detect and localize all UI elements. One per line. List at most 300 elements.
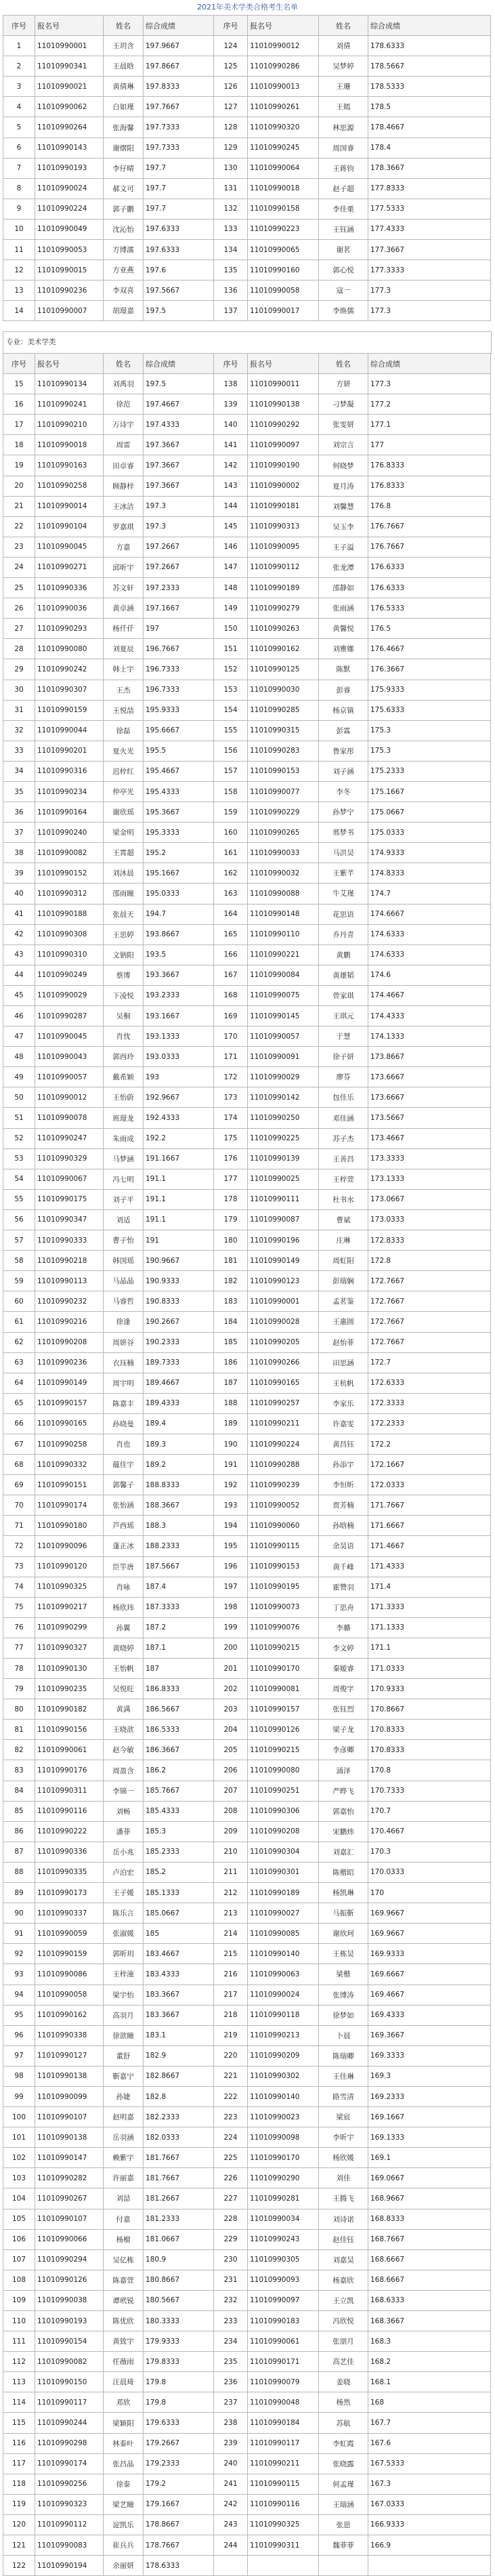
table-cell: 101	[3, 2127, 35, 2148]
table-cell: 11010990165	[35, 1413, 104, 1434]
table-cell: 14	[3, 301, 35, 321]
table-cell: 周盈含	[104, 1760, 144, 1781]
table-cell: 172.2	[368, 1434, 491, 1454]
table-cell: 鲁家彤	[319, 741, 368, 761]
table-cell: 汪晨琦	[104, 2372, 144, 2392]
table-cell: 王佳琳	[319, 2066, 368, 2086]
table-row	[3, 2086, 491, 2106]
table-cell: 11010990163	[35, 455, 104, 476]
table-cell: 137	[214, 301, 248, 321]
table-cell: 127	[214, 97, 248, 117]
table-cell: 11010990283	[248, 741, 319, 761]
table-cell: 120	[3, 2514, 35, 2535]
table-cell: 180.9	[144, 2249, 214, 2270]
table-cell: 11010990148	[248, 904, 319, 924]
table-cell: 11010990138	[35, 2127, 104, 2148]
table-cell: 193.1667	[144, 1006, 214, 1026]
table-cell: 186.5333	[144, 1720, 214, 1740]
table-cell: 172.7667	[368, 1271, 491, 1291]
table-cell: 11010990127	[35, 2045, 104, 2066]
header-cell: 报名号	[35, 16, 104, 36]
table-cell: 徐子妍	[319, 1047, 368, 1067]
table-cell: 167.3	[368, 2474, 491, 2494]
header-cell: 报名号	[248, 16, 319, 36]
table-cell: 李仔晴	[104, 158, 144, 178]
table-cell: 178.6333	[368, 36, 491, 56]
table-cell: 班璟龙	[104, 1108, 144, 1128]
table-cell: 陈乐言	[104, 1903, 144, 1924]
table-cell: 169.6667	[368, 1964, 491, 1985]
table-cell: 80	[3, 1699, 35, 1720]
table-cell: 11010990162	[248, 639, 319, 659]
table-cell: 191.1	[144, 1169, 214, 1189]
table-cell: 186.3667	[144, 1740, 214, 1760]
table-cell: 邢梦书	[319, 823, 368, 843]
table-cell: 171.0333	[368, 1659, 491, 1679]
table-cell: 69	[3, 1475, 35, 1495]
table-cell: 92	[3, 1944, 35, 1964]
table-cell: 邱昕宇	[104, 557, 144, 577]
table-cell: 170.3	[368, 1842, 491, 1862]
table-row	[3, 1638, 491, 1658]
table-cell: 174.7	[368, 884, 491, 904]
table-cell: 王珊	[319, 77, 368, 97]
table-cell: 171.6667	[368, 1516, 491, 1536]
table-cell: 11010990265	[248, 823, 319, 843]
table-cell: 11010990154	[35, 2331, 104, 2352]
table-cell: 149	[214, 598, 248, 619]
table-cell: 181.7667	[144, 2168, 214, 2188]
table-cell: 171	[214, 1047, 248, 1067]
table-cell: 222	[214, 2086, 248, 2106]
table-cell: 95	[3, 2005, 35, 2025]
table-cell: 121	[3, 2535, 35, 2556]
table-cell: 迟梓红	[104, 761, 144, 781]
table-cell: 155	[214, 720, 248, 741]
table-cell: 188.8333	[144, 1475, 214, 1495]
table-cell: 杨仟仟	[104, 619, 144, 639]
table-cell: 188	[214, 1393, 248, 1413]
table-cell: 11010990018	[35, 435, 104, 455]
table-cell: 11010990044	[35, 720, 104, 741]
table-row	[3, 1393, 491, 1413]
table-cell: 79	[3, 1679, 35, 1699]
table-row	[3, 138, 491, 158]
table-cell: 11010990061	[248, 2331, 319, 2352]
table-cell: 171.1333	[368, 1617, 491, 1638]
table-cell: 彭睿	[319, 680, 368, 700]
table-cell: 王子溢	[319, 537, 368, 557]
table-cell: 136	[214, 281, 248, 301]
table-cell: 周俊字	[319, 1679, 368, 1699]
table-cell: 98	[3, 2066, 35, 2086]
table-cell: 24	[3, 557, 35, 577]
table-cell: 周虹阳	[319, 1251, 368, 1271]
table-cell: 孙婕	[104, 2086, 144, 2106]
table-row	[3, 965, 491, 985]
table-row	[3, 1924, 491, 1944]
table-row	[3, 415, 491, 435]
table-cell: 172.8333	[368, 1230, 491, 1251]
table-cell: 169.9667	[368, 1903, 491, 1924]
table-cell: 王嫣	[319, 97, 368, 117]
table-cell: 43	[3, 944, 35, 965]
table-cell: 189.2	[144, 1455, 214, 1475]
table-row	[3, 1883, 491, 1903]
table-cell: 179.2333	[144, 2453, 214, 2474]
table-row	[3, 1781, 491, 1801]
table-row	[3, 884, 491, 904]
table-cell: 张朋月	[319, 2331, 368, 2352]
table-cell: 191.1	[144, 1189, 214, 1209]
table-cell: 191.1667	[144, 1148, 214, 1169]
table-cell: 169.4667	[368, 1985, 491, 2005]
table-cell: 4	[3, 97, 35, 117]
table-cell: 228	[214, 2209, 248, 2229]
table-cell: 168.8333	[368, 2209, 491, 2229]
table-cell: 张钰烈	[319, 1699, 368, 1720]
table-cell: 11010990223	[248, 219, 319, 239]
table-cell: 20	[3, 476, 35, 496]
table-cell: 11010990043	[35, 1047, 104, 1067]
table-row	[3, 2556, 491, 2576]
table-cell: 11010990116	[35, 1801, 104, 1821]
table-cell: 仲亭光	[104, 781, 144, 802]
table-cell: 李锦一	[104, 1781, 144, 1801]
table-cell: 240	[214, 2453, 248, 2474]
table-cell: 243	[214, 2514, 248, 2535]
table-cell: 198	[214, 1597, 248, 1617]
table-cell: 235	[214, 2352, 248, 2372]
table-cell: 高艺佳	[319, 2352, 368, 2372]
table-cell: 173	[214, 1087, 248, 1108]
table-row	[3, 56, 491, 77]
table-cell: 11010990210	[35, 415, 104, 435]
table-cell: 张淑媛	[104, 1924, 144, 1944]
table-cell: 11010990249	[35, 965, 104, 985]
table-cell: 11010990320	[248, 117, 319, 138]
table-cell: 冯欣悦	[319, 2311, 368, 2331]
table-cell: 90	[3, 1903, 35, 1924]
score-table-part2	[3, 353, 491, 2576]
table-cell: 陈楷昭	[319, 1862, 368, 1882]
table-cell: 王善昌	[319, 1148, 368, 1169]
table-cell: 衣珏楠	[104, 1352, 144, 1373]
table-cell: 11010990088	[248, 884, 319, 904]
header-cell: 综合成绩	[144, 16, 214, 36]
table-row	[3, 1862, 491, 1882]
table-cell: 177	[368, 435, 491, 455]
table-row	[3, 1475, 491, 1495]
table-row	[3, 1312, 491, 1332]
table-cell: 11010990093	[248, 2270, 319, 2290]
table-row	[3, 2127, 491, 2148]
table-cell: 169.1	[368, 2148, 491, 2168]
table-cell: 11010990147	[35, 2148, 104, 2168]
table-cell: 177.4333	[368, 219, 491, 239]
table-cell: 191	[214, 1455, 248, 1475]
table-row	[3, 36, 491, 56]
table-cell: 姜晓	[319, 2372, 368, 2392]
table-cell: 189.4667	[144, 1373, 214, 1393]
table-cell: 178.8667	[144, 2514, 214, 2535]
table-cell: 11010990266	[248, 1352, 319, 1373]
table-cell: 54	[3, 1169, 35, 1189]
table-cell: 徐范	[104, 394, 144, 415]
table-cell: 100	[3, 2107, 35, 2127]
table-cell: 顾静梓	[104, 476, 144, 496]
table-cell: 192.2	[144, 1128, 214, 1148]
table-row	[3, 781, 491, 802]
table-cell: 195.3667	[144, 802, 214, 823]
table-cell: 97	[3, 2045, 35, 2066]
table-cell: 11010990170	[248, 2148, 319, 2168]
table-cell: 梁子龙	[319, 1720, 368, 1740]
table-cell	[319, 2556, 368, 2576]
table-cell: 庄琳	[319, 1230, 368, 1251]
table-row	[3, 619, 491, 639]
table-row	[3, 1760, 491, 1781]
table-cell: 182.0333	[144, 2127, 214, 2148]
table-cell: 169.0667	[368, 2168, 491, 2188]
table-cell: 197.5	[144, 374, 214, 394]
table-cell: 185.3	[144, 1821, 214, 1842]
header-cell: 姓名	[319, 354, 368, 374]
table-cell: 陈瑞卿	[319, 2045, 368, 2066]
table-cell: 高羽月	[104, 2005, 144, 2025]
table-cell: 张昌晶	[104, 2453, 144, 2474]
table-cell: 199	[214, 1617, 248, 1638]
table-cell: 11010990184	[248, 2413, 319, 2433]
table-cell: 195.4333	[144, 781, 214, 802]
table-cell: 11010990182	[35, 1699, 104, 1720]
table-row	[3, 240, 491, 260]
table-cell: 11010990075	[248, 985, 319, 1005]
table-cell: 孙晓曼	[104, 1413, 144, 1434]
table-cell: 64	[3, 1373, 35, 1393]
table-cell: 邓欣	[104, 2392, 144, 2413]
table-cell: 183.3667	[144, 2005, 214, 2025]
table-cell: 11010990110	[248, 924, 319, 944]
table-cell: 141	[214, 435, 248, 455]
table-cell: 15	[3, 374, 35, 394]
table-cell: 11010990104	[35, 516, 104, 537]
table-cell: 192.9667	[144, 1087, 214, 1108]
table-cell: 11010990176	[35, 1760, 104, 1781]
table-cell: 11010990347	[35, 1209, 104, 1230]
table-cell: 231	[214, 2270, 248, 2290]
table-cell: 卢泊宏	[104, 1862, 144, 1882]
table-row	[3, 1964, 491, 1985]
table-cell: 89	[3, 1883, 35, 1903]
table-cell: 109	[3, 2290, 35, 2310]
table-row	[3, 2229, 491, 2249]
table-cell: 王蒋钧	[319, 158, 368, 178]
table-cell: 131	[214, 178, 248, 199]
table-cell: 孙添宇	[319, 1455, 368, 1475]
table-cell: 179.8	[144, 2392, 214, 2413]
table-cell: 周妍谷	[104, 1332, 144, 1352]
table-cell: 26	[3, 598, 35, 619]
table-cell: 175.9333	[368, 680, 491, 700]
table-cell: 11010990058	[248, 281, 319, 301]
table-cell: 宋鹏炜	[319, 1821, 368, 1842]
table-cell: 11010990201	[35, 741, 104, 761]
table-cell: 11010990081	[248, 1679, 319, 1699]
table-cell: 179.2	[144, 2474, 214, 2494]
table-row	[3, 476, 491, 496]
table-cell: 170	[214, 1026, 248, 1047]
table-cell: 张雯妍	[319, 415, 368, 435]
table-cell: 152	[214, 659, 248, 680]
table-row	[3, 1617, 491, 1638]
table-cell: 徐梦如	[319, 2005, 368, 2025]
table-cell: 刘喆	[104, 2188, 144, 2209]
table-cell: 臣竽唐	[104, 1556, 144, 1577]
table-cell: 11010990117	[248, 2433, 319, 2453]
table-cell: 41	[3, 904, 35, 924]
table-cell: 122	[3, 2556, 35, 2576]
table-cell: 吴悦旺	[104, 1679, 144, 1699]
table-cell: 11010990038	[35, 2290, 104, 2310]
table-row	[3, 639, 491, 659]
table-cell: 210	[214, 1842, 248, 1862]
table-cell: 53	[3, 1148, 35, 1169]
table-cell: 81	[3, 1720, 35, 1740]
table-cell: 189.4333	[144, 1393, 214, 1413]
table-cell: 139	[214, 394, 248, 415]
table-cell: 87	[3, 1842, 35, 1862]
table-row	[3, 578, 491, 598]
table-cell: 193.1333	[144, 1026, 214, 1047]
table-row	[3, 2249, 491, 2270]
table-cell: 168	[214, 985, 248, 1005]
table-cell: 11010990140	[248, 1944, 319, 1964]
table-cell: 11010990065	[248, 240, 319, 260]
table-row	[3, 1373, 491, 1393]
table-cell: 11010990188	[35, 904, 104, 924]
table-cell: 195.5	[144, 741, 214, 761]
table-cell: 164	[214, 904, 248, 924]
table-row	[3, 1087, 491, 1108]
table-cell: 173.6667	[368, 1087, 491, 1108]
table-cell: 11010990290	[248, 2168, 319, 2188]
table-cell: 105	[3, 2209, 35, 2229]
table-row	[3, 2494, 491, 2514]
table-cell: 林泰叶	[104, 2433, 144, 2453]
table-cell: 167.5333	[368, 2453, 491, 2474]
table-cell: 126	[214, 77, 248, 97]
table-cell: 韩士宇	[104, 659, 144, 680]
table-cell: 186.2	[144, 1760, 214, 1781]
table-cell: 151	[214, 639, 248, 659]
table-cell: 11010990045	[35, 1026, 104, 1047]
header-cell: 综合成绩	[144, 354, 214, 374]
table-cell: 111	[3, 2331, 35, 2352]
table-cell: 何晓梦	[319, 455, 368, 476]
table-cell: 杨然	[319, 2392, 368, 2413]
table-cell: 孙梦宁	[319, 802, 368, 823]
table-cell: 李佳栗	[319, 199, 368, 219]
table-cell: 73	[3, 1556, 35, 1577]
table-cell: 212	[214, 1883, 248, 1903]
table-cell: 严晔飞	[319, 1781, 368, 1801]
table-row	[3, 455, 491, 476]
table-row	[3, 1291, 491, 1312]
table-cell: 59	[3, 1271, 35, 1291]
table-cell: 11010990011	[248, 374, 319, 394]
table-cell: 11010990157	[248, 1699, 319, 1720]
table-cell: 171.7667	[368, 1495, 491, 1516]
table-cell: 187.4	[144, 1577, 214, 1597]
section-label: 专业：美术学类	[3, 331, 492, 354]
table-cell: 183.4333	[144, 1964, 214, 1985]
table-cell: 11010990157	[35, 1393, 104, 1413]
table-cell: 11010990049	[35, 219, 104, 239]
table-row	[3, 2453, 491, 2474]
table-cell: 11010990180	[35, 1516, 104, 1536]
table-cell: 徐磊	[104, 720, 144, 741]
table-cell: 刘禹羽	[104, 374, 144, 394]
table-cell: 173.6667	[368, 1067, 491, 1087]
table-cell: 172.1667	[368, 1455, 491, 1475]
table-cell: 185	[144, 1924, 214, 1944]
table-cell: 118	[3, 2474, 35, 2494]
table-cell: 11010990001	[248, 1291, 319, 1312]
table-cell: 106	[3, 2229, 35, 2249]
table-cell: 38	[3, 843, 35, 863]
table-cell: 195.6667	[144, 720, 214, 741]
table-cell: 197.6333	[144, 219, 214, 239]
table-cell: 196.7333	[144, 680, 214, 700]
table-cell: 166	[214, 944, 248, 965]
table-cell: 11010990243	[248, 2229, 319, 2249]
table-cell: 余丽妍	[104, 2556, 144, 2576]
table-cell: 174.1333	[368, 1026, 491, 1047]
table-cell: 167	[214, 965, 248, 985]
table-cell: 190	[214, 1434, 248, 1454]
table-cell	[248, 2556, 319, 2576]
table-cell: 218	[214, 2005, 248, 2025]
table-cell: 185.0667	[144, 1903, 214, 1924]
table-cell: 卜晨	[319, 2025, 368, 2045]
table-cell: 37	[3, 823, 35, 843]
table-row	[3, 1108, 491, 1128]
table-cell: 187.5667	[144, 1556, 214, 1577]
table-cell: 刘夏辰	[104, 639, 144, 659]
table-cell: 刘适	[104, 1209, 144, 1230]
table-cell: 张博涛	[319, 1985, 368, 2005]
table-cell: 11010990123	[248, 1271, 319, 1291]
table-row	[3, 301, 491, 321]
table-cell: 11010990152	[35, 863, 104, 884]
table-cell: 11010990030	[248, 680, 319, 700]
table-row	[3, 1209, 491, 1230]
table-row	[3, 1679, 491, 1699]
table-cell: 11010990053	[35, 240, 104, 260]
table-cell: 刘宗言	[319, 435, 368, 455]
table-cell: 202	[214, 1679, 248, 1699]
table-cell: 236	[214, 2372, 248, 2392]
table-row	[3, 374, 491, 394]
table-cell: 杨榴	[104, 2229, 144, 2249]
table-cell: 11010990012	[248, 36, 319, 56]
table-cell: 170.7	[368, 1801, 491, 1821]
table-cell: 11010990086	[35, 1964, 104, 1985]
table-cell: 187.1	[144, 1638, 214, 1658]
table-cell: 173.4667	[368, 1128, 491, 1148]
table-cell: 158	[214, 781, 248, 802]
